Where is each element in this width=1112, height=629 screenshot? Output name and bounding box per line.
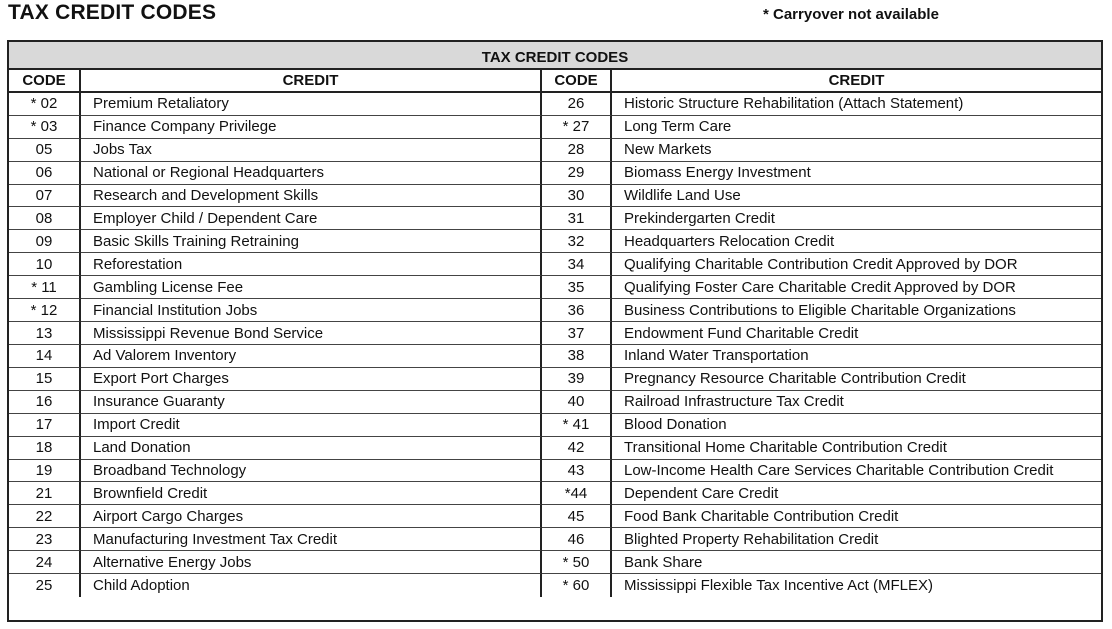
credit-cell-right: Food Bank Charitable Contribution Credit bbox=[612, 505, 1101, 528]
credit-cell-right: Endowment Fund Charitable Credit bbox=[612, 322, 1101, 345]
page-title: TAX CREDIT CODES bbox=[8, 1, 217, 24]
credit-cell-right: Blood Donation bbox=[612, 414, 1101, 437]
credit-cell-left: National or Regional Headquarters bbox=[81, 162, 542, 185]
credit-cell-right: Low-Income Health Care Services Charitable Contribution Credit bbox=[612, 460, 1101, 483]
code-cell-right: 38 bbox=[542, 345, 612, 368]
code-cell-left: 17 bbox=[9, 414, 81, 437]
code-cell-right: 40 bbox=[542, 391, 612, 414]
code-cell-right: 36 bbox=[542, 299, 612, 322]
credit-cell-right: New Markets bbox=[612, 139, 1101, 162]
code-cell-left: 21 bbox=[9, 482, 81, 505]
credit-cell-left: Broadband Technology bbox=[81, 460, 542, 483]
credit-cell-right: Headquarters Relocation Credit bbox=[612, 230, 1101, 253]
code-cell-left: 25 bbox=[9, 574, 81, 597]
code-cell-right: * 41 bbox=[542, 414, 612, 437]
credit-cell-left: Research and Development Skills bbox=[81, 185, 542, 208]
code-cell-left: 22 bbox=[9, 505, 81, 528]
credit-cell-left: Ad Valorem Inventory bbox=[81, 345, 542, 368]
credit-cell-left: Airport Cargo Charges bbox=[81, 505, 542, 528]
code-cell-left: 09 bbox=[9, 230, 81, 253]
code-cell-left: * 11 bbox=[9, 276, 81, 299]
carryover-note: * Carryover not available bbox=[763, 6, 939, 23]
credit-cell-left: Alternative Energy Jobs bbox=[81, 551, 542, 574]
code-cell-right: 39 bbox=[542, 368, 612, 391]
credit-cell-right: Inland Water Transportation bbox=[612, 345, 1101, 368]
credit-cell-left: Gambling License Fee bbox=[81, 276, 542, 299]
code-cell-left: 10 bbox=[9, 253, 81, 276]
code-cell-right: 32 bbox=[542, 230, 612, 253]
column-header-credit-left: CREDIT bbox=[81, 70, 542, 93]
credit-cell-left: Employer Child / Dependent Care bbox=[81, 207, 542, 230]
tax-credit-table bbox=[7, 40, 1103, 622]
code-cell-right: * 27 bbox=[542, 116, 612, 139]
code-cell-left: 24 bbox=[9, 551, 81, 574]
credit-cell-left: Land Donation bbox=[81, 437, 542, 460]
credit-cell-right: Transitional Home Charitable Contribution Credit bbox=[612, 437, 1101, 460]
code-cell-right: 42 bbox=[542, 437, 612, 460]
credit-cell-right: Historic Structure Rehabilitation (Attach Statement) bbox=[612, 93, 1101, 116]
code-cell-left: 05 bbox=[9, 139, 81, 162]
code-cell-right: 46 bbox=[542, 528, 612, 551]
credit-cell-right: Wildlife Land Use bbox=[612, 185, 1101, 208]
code-cell-right: 35 bbox=[542, 276, 612, 299]
column-header-credit-right: CREDIT bbox=[612, 70, 1101, 93]
code-cell-right: *44 bbox=[542, 482, 612, 505]
column-header-code-left: CODE bbox=[9, 70, 81, 93]
code-cell-right: 45 bbox=[542, 505, 612, 528]
code-cell-right: 34 bbox=[542, 253, 612, 276]
code-cell-left: 13 bbox=[9, 322, 81, 345]
code-cell-left: 19 bbox=[9, 460, 81, 483]
code-cell-right: 43 bbox=[542, 460, 612, 483]
credit-cell-left: Manufacturing Investment Tax Credit bbox=[81, 528, 542, 551]
credit-cell-right: Long Term Care bbox=[612, 116, 1101, 139]
code-cell-right: 26 bbox=[542, 93, 612, 116]
credit-cell-left: Export Port Charges bbox=[81, 368, 542, 391]
code-cell-left: 18 bbox=[9, 437, 81, 460]
credit-cell-left: Finance Company Privilege bbox=[81, 116, 542, 139]
code-cell-left: 14 bbox=[9, 345, 81, 368]
credit-cell-right: Dependent Care Credit bbox=[612, 482, 1101, 505]
code-cell-left: * 02 bbox=[9, 93, 81, 116]
credit-cell-left: Premium Retaliatory bbox=[81, 93, 542, 116]
credit-cell-right: Mississippi Flexible Tax Incentive Act (MFLEX) bbox=[624, 577, 933, 595]
code-cell-right: 37 bbox=[542, 322, 612, 345]
code-cell-left: * 03 bbox=[9, 116, 81, 139]
code-cell-right: 31 bbox=[542, 207, 612, 230]
credit-cell-right: Blighted Property Rehabilitation Credit bbox=[612, 528, 1101, 551]
credit-cell-right: Qualifying Foster Care Charitable Credit Approved by DOR bbox=[612, 276, 1101, 299]
credit-cell-right: Qualifying Charitable Contribution Credit Approved by DOR bbox=[612, 253, 1101, 276]
code-cell-right: 29 bbox=[542, 162, 612, 185]
code-cell-left: 16 bbox=[9, 391, 81, 414]
credit-cell-right: Business Contributions to Eligible Charitable Organizations bbox=[612, 299, 1101, 322]
code-cell-right: * 50 bbox=[542, 551, 612, 574]
credit-cell-right: Biomass Energy Investment bbox=[612, 162, 1101, 185]
credit-cell-left: Import Credit bbox=[81, 414, 542, 437]
code-cell-right: 30 bbox=[542, 185, 612, 208]
credit-cell-right: Railroad Infrastructure Tax Credit bbox=[612, 391, 1101, 414]
table-title: TAX CREDIT CODES bbox=[9, 42, 1101, 70]
credit-cell-left: Mississippi Revenue Bond Service bbox=[81, 322, 542, 345]
code-cell-left: 15 bbox=[9, 368, 81, 391]
code-cell-left: 06 bbox=[9, 162, 81, 185]
code-cell-right: 28 bbox=[542, 139, 612, 162]
credit-cell-right: Pregnancy Resource Charitable Contribution Credit bbox=[612, 368, 1101, 391]
credit-cell-left: Child Adoption bbox=[81, 574, 542, 597]
code-cell-left: 23 bbox=[9, 528, 81, 551]
table-grid bbox=[9, 70, 1101, 620]
credit-cell-left: Financial Institution Jobs bbox=[81, 299, 542, 322]
credit-cell-left: Brownfield Credit bbox=[81, 482, 542, 505]
credit-cell-right: Bank Share bbox=[612, 551, 1101, 574]
code-cell-right: * 60 bbox=[542, 574, 612, 597]
credit-cell-left: Reforestation bbox=[81, 253, 542, 276]
code-cell-left: * 12 bbox=[9, 299, 81, 322]
code-cell-left: 08 bbox=[9, 207, 81, 230]
code-cell-left: 07 bbox=[9, 185, 81, 208]
credit-cell-left: Insurance Guaranty bbox=[81, 391, 542, 414]
credit-cell-left: Jobs Tax bbox=[81, 139, 542, 162]
credit-cell-right: Prekindergarten Credit bbox=[612, 207, 1101, 230]
credit-cell-left: Basic Skills Training Retraining bbox=[81, 230, 542, 253]
column-header-code-right: CODE bbox=[542, 70, 612, 93]
